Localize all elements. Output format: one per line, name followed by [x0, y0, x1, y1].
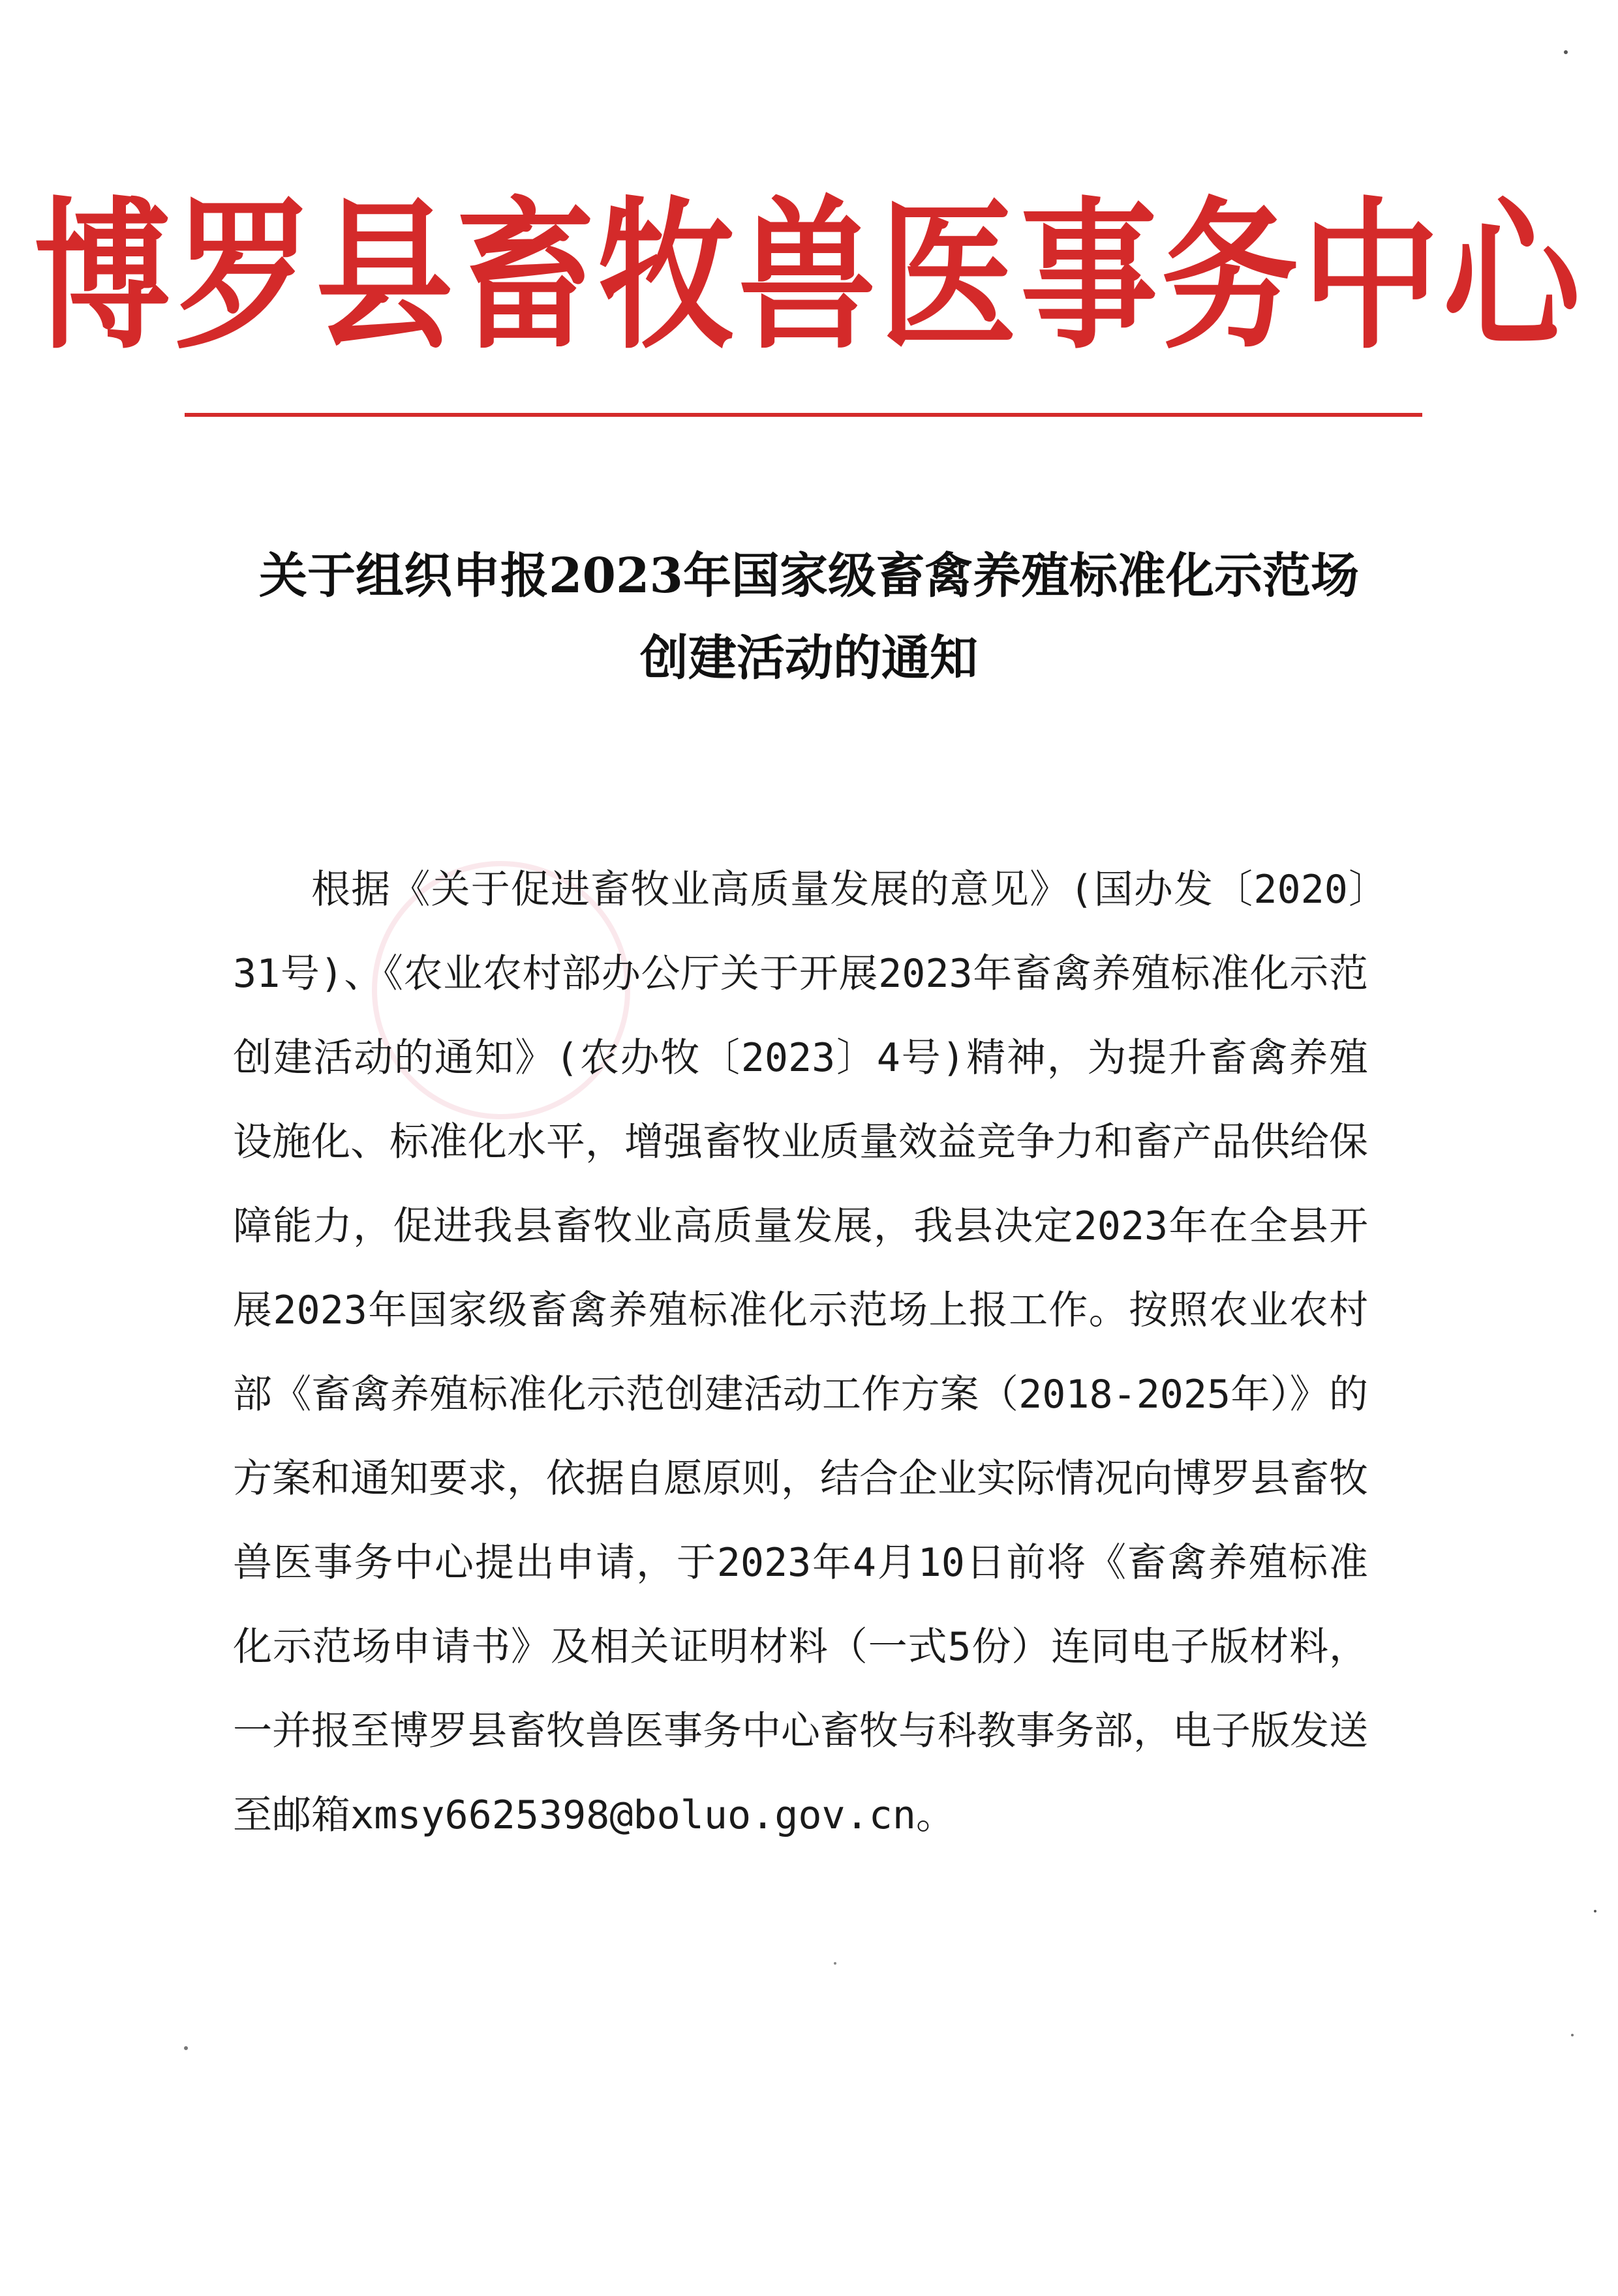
document-body-paragraph: 根据《关于促进畜牧业高质量发展的意见》(国办发〔2020〕31号)、《农业农村部办公厅关于开展2023年畜禽养殖标准化示范创建活动的通知》(农办牧〔2023〕4号)精神，为提升畜禽养殖设施化、标准化水平，增强畜牧业质量效益竞争力和畜产品供给保障能力，促进我县畜牧业高质量发展，我县决定2023年在全县开展2023年国家级畜禽养殖标准化示范场上报工作。按照农业农村部《畜禽养殖标准化示范创建活动工作方案（2018-2025年）》的方案和通知要求，依据自愿原则，结合企业实际情况向博罗县畜牧兽医事务中心提出申请，于2023年4月10日前将《畜禽养殖标准化示范场申请书》及相关证明材料（一式5份）连同电子版材料，一并报至博罗县畜牧兽医事务中心畜牧与科教事务部，电子版发送至邮箱xmsy6625398@boluo.gov.cn。: [233, 867, 1368, 1838]
speck: [1594, 1910, 1596, 1912]
document-title-line-1: 关于组织申报2023年国家级畜禽养殖标准化示范场: [259, 548, 1359, 604]
red-header-rule: [185, 413, 1422, 417]
speck: [834, 1962, 836, 1965]
speck: [1571, 2034, 1574, 2036]
speck: [1564, 50, 1568, 54]
document-title-line-2: 创建活动的通知: [640, 630, 978, 686]
speck: [184, 2046, 188, 2050]
masthead-org-name: 博罗县畜牧兽医事务中心: [33, 181, 1584, 372]
document-title: [157, 535, 1461, 699]
